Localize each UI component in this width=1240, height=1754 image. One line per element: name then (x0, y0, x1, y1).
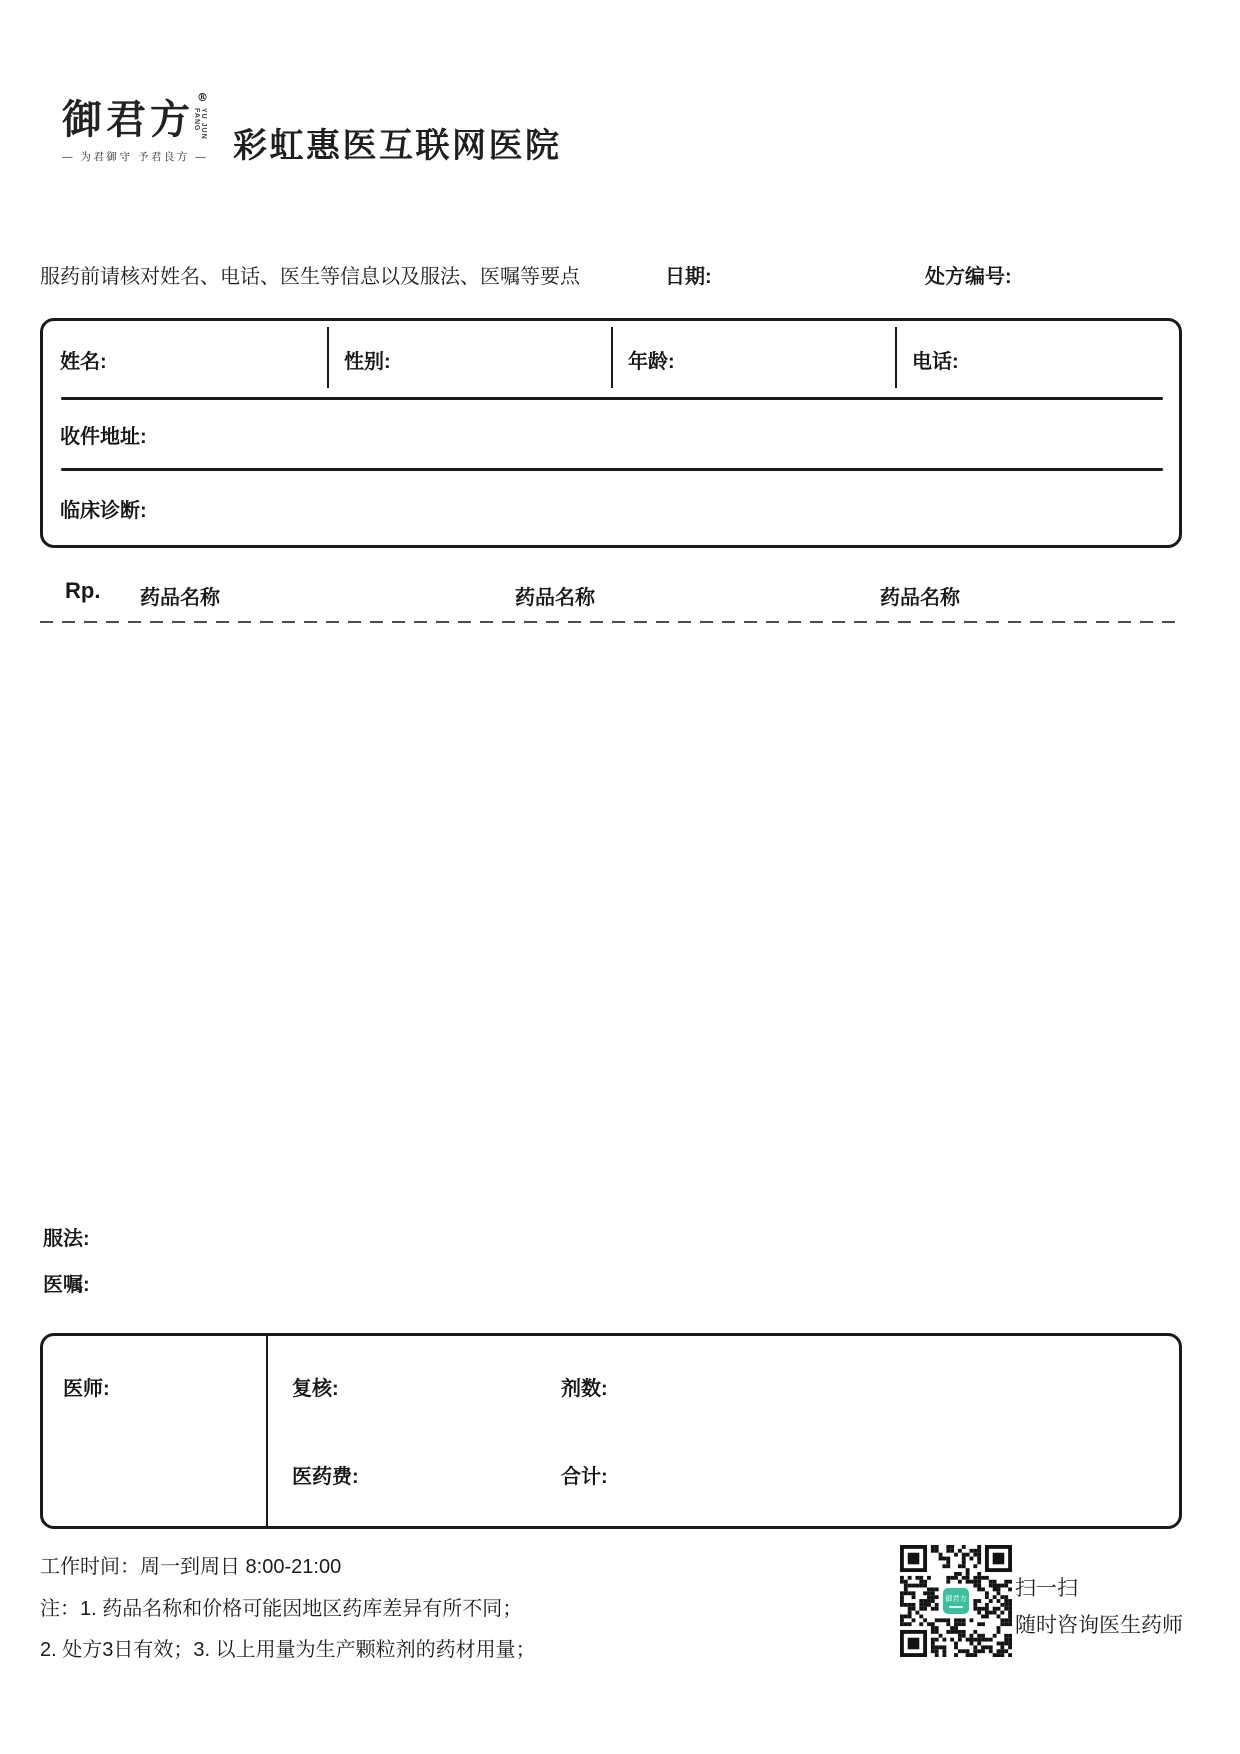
footnote-line-2: 2. 处方3日有效；3. 以上用量为生产颗粒剂的药材用量； (40, 1639, 536, 1661)
name-label: 姓名: (60, 350, 107, 373)
qr-logo-underline (949, 1606, 963, 1608)
verification-notice: 服药前请核对姓名、电话、医生等信息以及服法、医嘱等要点 (40, 266, 580, 288)
hospital-title: 彩虹惠医互联网医院 (233, 127, 562, 165)
qr-center-brand-logo (941, 1586, 971, 1616)
qr-code (900, 1545, 1012, 1657)
usage-label: 服法: (43, 1228, 90, 1250)
doses-label: 剂数: (561, 1378, 608, 1400)
name-field (43, 321, 327, 397)
doctor-advice-label: 医嘱: (43, 1274, 90, 1296)
brand-logo-latin: YU JUN FANG (193, 108, 207, 140)
signoff-box (40, 1333, 1182, 1529)
review-label: 复核: (292, 1378, 339, 1400)
qr-logo-text: 御君方 (945, 1594, 967, 1603)
signoff-divider (266, 1336, 268, 1526)
age-label: 年龄: (628, 350, 675, 373)
brand-tagline: — 为君御守 予君良方 — (62, 151, 209, 163)
diagnosis-field (43, 471, 1179, 545)
brand-logo-wordmark (62, 91, 208, 143)
gender-label: 性别: (344, 350, 391, 373)
date-field-label: 日期: (665, 266, 712, 288)
address-label: 收件地址: (60, 425, 147, 448)
address-field (43, 400, 1179, 468)
physician-label: 医师: (63, 1378, 110, 1400)
total-label: 合计: (561, 1466, 608, 1488)
working-hours: 工作时间：周一到周日 8:00-21:00 (40, 1556, 342, 1578)
scan-hint: 随时咨询医生药师 (1015, 1614, 1183, 1637)
drug-name-column-header: 药品名称 (880, 587, 960, 609)
gender-field (327, 321, 611, 397)
medical-fee-label: 医药费: (292, 1466, 359, 1488)
brand-logo-text: 御君方 (62, 96, 194, 143)
brand-logo (62, 91, 232, 164)
dashed-divider (40, 621, 1182, 623)
scan-label: 扫一扫 (1015, 1577, 1078, 1600)
phone-label: 电话: (912, 350, 959, 373)
rp-label: Rp. (65, 578, 101, 603)
footnote-line-1: 注：1. 药品名称和价格可能因地区药库差异有所不同； (40, 1598, 523, 1620)
registered-trademark-icon: ® (197, 91, 208, 104)
patient-row-basic (43, 321, 1179, 397)
prescription-number-label: 处方编号: (925, 266, 1012, 288)
diagnosis-label: 临床诊断: (60, 499, 147, 522)
phone-field (895, 321, 1179, 397)
patient-info-box (40, 318, 1182, 548)
age-field (611, 321, 895, 397)
drug-name-column-header: 药品名称 (515, 587, 595, 609)
drug-name-column-header: 药品名称 (140, 587, 220, 609)
